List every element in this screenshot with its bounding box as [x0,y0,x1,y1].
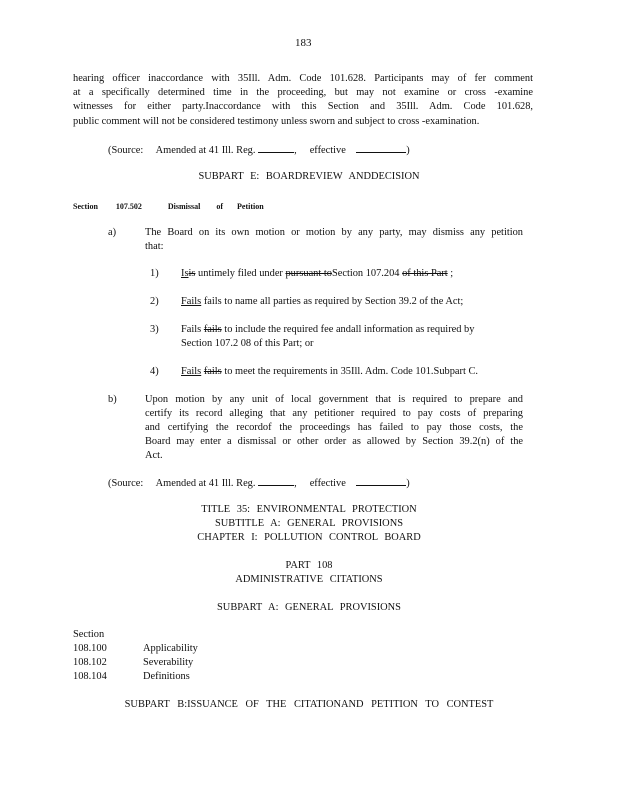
toc-header: Section [73,629,105,640]
para-b-line: Act. [145,450,163,461]
section-title-part: of [216,202,224,211]
toc-number: 108.100 [73,643,107,654]
inserted-text: Is [181,268,189,279]
item-1-number: 1) [150,268,159,279]
deleted-text: is [188,268,196,279]
subpart-b-heading: SUBPART B:ISSUANCE OF THE CITATIONAND PETITION TO CONTEST [124,699,494,710]
blank-line [258,476,294,486]
source-amended: Amended at 41 Ill. Reg. [155,478,256,489]
item-text: fails to name all parties as required by Section 39.2 of the Act; [201,296,464,307]
para-b-line: certify its record alleging that any petitioner required to pay costs of preparing [145,408,523,419]
source-amended: Amended at 41 Ill. Reg. [155,145,256,156]
toc-label: Severability [143,657,194,668]
source-note-2 [108,476,410,491]
chapter-line: CHAPTER I: POLLUTION CONTROL BOARD [197,532,421,543]
toc-label: Applicability [143,643,198,654]
para-b-marker: b) [108,394,117,405]
section-title-part: Petition [237,202,264,211]
item-1-text [181,267,521,281]
section-title-part: Dismissal [167,202,201,211]
deleted-text: of this Part [402,268,448,279]
title-line: TITLE 35: ENVIRONMENTAL PROTECTION [201,504,417,515]
para-b-line: Upon motion by any unit of local government that is required to prepare and [145,394,523,405]
part-line: PART 108 [285,560,333,571]
source-effective: effective [309,145,346,156]
part-title-line: ADMINISTRATIVE CITATIONS [235,574,383,585]
item-text: untimely filed under [195,268,286,279]
blank-line [356,476,406,486]
item-text: Section 107.204 [331,268,403,279]
intro-line: public comment will not be considered testimony unless sworn and subject to cross -examination. [73,115,480,127]
item-4-number: 4) [150,366,159,377]
section-number: 107.502 [115,202,142,211]
item-2-number: 2) [150,296,159,307]
blank-line [356,143,406,153]
source-comma: , [294,145,297,156]
item-text: ; [447,268,454,279]
item-text: to include the required fee andall information as required by [221,324,475,335]
para-a-line: The Board on its own motion or motion by any party, may dismiss any petition [145,227,523,238]
item-4-text [181,365,521,379]
item-text: Section 107.2 08 of this Part; or [181,338,314,349]
toc-number: 108.104 [73,671,107,682]
source-note-1 [108,143,410,158]
source-comma: , [294,478,297,489]
intro-line: witnesses for either party.Inaccordance with this Section and 35Ill. Adm. Code 101.628, [73,101,533,113]
inserted-text: Fails [181,296,202,307]
intro-paragraph [73,72,533,129]
para-a-marker: a) [108,227,117,238]
item-text: Fails [181,324,204,335]
deleted-text: fails [203,366,222,377]
subpart-a-heading: SUBPART A: GENERAL PROVISIONS [217,602,401,613]
subpart-e-heading: SUBPART E: BOARDREVIEW ANDDECISION [198,171,420,182]
para-b-line: Board may enter a dismissal or other order as allowed by Section 39.2(n) of the [145,436,523,447]
item-3-number: 3) [150,324,159,335]
item-3-text [181,323,521,351]
para-a-line: that: [145,241,164,252]
inserted-text: Fails [181,366,202,377]
item-2-text [181,295,521,309]
para-a-text [145,226,523,254]
intro-line: at a specifically determined time in the proceeding, but may not examine or cross -examine [73,87,533,99]
para-b-text [145,393,523,463]
source-close: ) [406,145,410,156]
source-prefix: (Source: [108,478,144,489]
source-close: ) [406,478,410,489]
deleted-text: fails [203,324,222,335]
deleted-text: pursuant to [285,268,332,279]
toc-label: Definitions [143,671,190,682]
section-heading [73,200,264,214]
intro-line: hearing officer inaccordance with 35Ill. Adm. Code 101.628. Participants may of fer comment [73,73,533,84]
page-number: 183 [295,37,312,49]
toc-number: 108.102 [73,657,107,668]
source-effective: effective [309,478,346,489]
para-b-line: and certifying the recordof the proceedings has failed to pay those costs, the [145,422,523,433]
section-label: Section [73,202,98,211]
source-prefix: (Source: [108,145,144,156]
subtitle-line: SUBTITLE A: GENERAL PROVISIONS [215,518,403,529]
item-text: to meet the requirements in 35Ill. Adm. Code 101.Subpart C. [221,366,478,377]
blank-line [258,143,294,153]
